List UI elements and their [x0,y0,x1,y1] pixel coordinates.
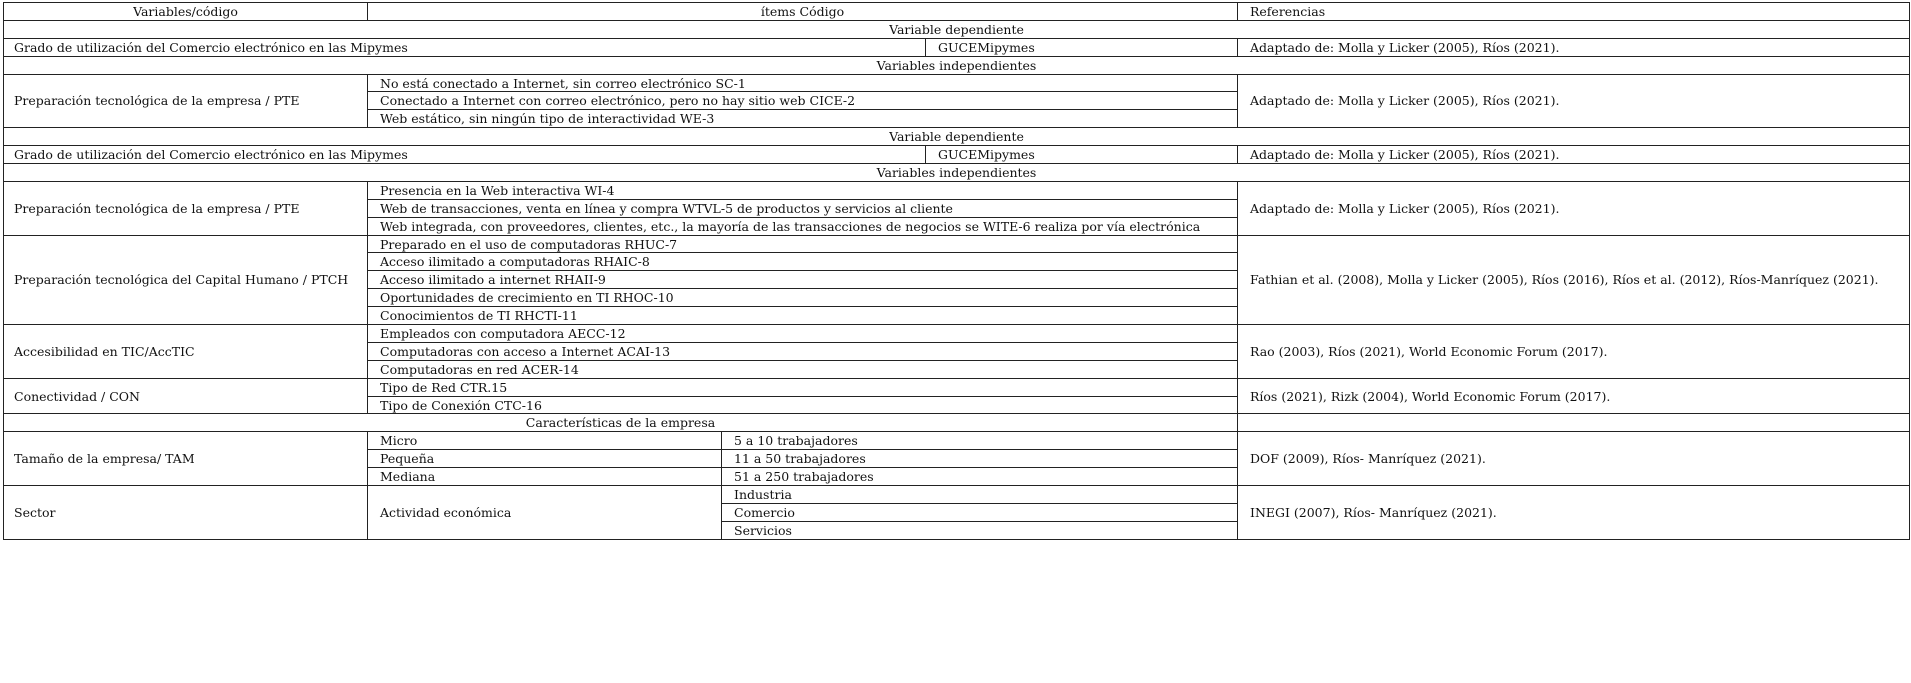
item-cell: Computadoras con acceso a Internet ACAI-13 [368,342,1238,360]
workers-cell: 5 a 10 trabajadores [722,432,1238,450]
reference-cell: INEGI (2007), Ríos- Manríquez (2021). [1238,486,1910,540]
variables-table-container [3,2,1909,540]
item-cell: Web integrada, con proveedores, clientes, etc., la mayoría de las transacciones de negocios se WITE-6 realiza por vía electrónica [368,217,1238,235]
section-title-dependent: Variable dependiente [4,20,1910,38]
table-row [4,181,1910,199]
variable-name: Tamaño de la empresa/ TAM [4,432,368,486]
table-row [4,146,1910,164]
item-cell: Web estático, sin ningún tipo de interactividad WE-3 [368,110,1238,128]
item-cell: Acceso ilimitado a computadoras RHAIC-8 [368,253,1238,271]
workers-cell: 51 a 250 trabajadores [722,468,1238,486]
section-row [4,164,1910,182]
table-row [4,74,1910,92]
item-cell: Conectado a Internet con correo electrónico, pero no hay sitio web CICE-2 [368,92,1238,110]
reference-cell: Adaptado de: Molla y Licker (2005), Ríos (2021). [1238,38,1910,56]
sector-item: Industria [722,486,1238,504]
variable-name: Sector [4,486,368,540]
sector-item: Servicios [722,521,1238,539]
reference-cell: Rao (2003), Ríos (2021), World Economic Forum (2017). [1238,325,1910,379]
size-cell: Pequeña [368,450,722,468]
reference-cell: Adaptado de: Molla y Licker (2005), Ríos (2021). [1238,74,1910,128]
section-title-independent: Variables independientes [4,164,1910,182]
reference-cell: Adaptado de: Molla y Licker (2005), Ríos (2021). [1238,181,1910,235]
section-title-characteristics: Características de la empresa [4,414,1238,432]
variable-name: Grado de utilización del Comercio electrónico en las Mipymes [4,146,926,164]
item-cell: Tipo de Red CTR.15 [368,378,1238,396]
item-cell: Web de transacciones, venta en línea y compra WTVL-5 de productos y servicios al cliente [368,199,1238,217]
reference-cell: Adaptado de: Molla y Licker (2005), Ríos (2021). [1238,146,1910,164]
item-cell: Oportunidades de crecimiento en TI RHOC-10 [368,289,1238,307]
item-cell: No está conectado a Internet, sin correo electrónico SC-1 [368,74,1238,92]
item-cell: Computadoras en red ACER-14 [368,360,1238,378]
section-row [4,414,1910,432]
activity-cell: Actividad económica [368,486,722,540]
variable-name: Accesibilidad en TIC/AccTIC [4,325,368,379]
variable-code: GUCEMipymes [926,38,1238,56]
reference-cell: Fathian et al. (2008), Molla y Licker (2005), Ríos (2016), Ríos et al. (2012), Ríos-Manríquez (2021). [1238,235,1910,324]
header-items: ítems Código [368,3,1238,21]
empty-cell [1238,414,1910,432]
size-cell: Micro [368,432,722,450]
table-row [4,378,1910,396]
table-header-row [4,3,1910,21]
variables-table [3,2,1910,540]
variable-name: Preparación tecnológica de la empresa / PTE [4,74,368,128]
section-title-dependent: Variable dependiente [4,128,1910,146]
item-cell: Presencia en la Web interactiva WI-4 [368,181,1238,199]
section-row [4,20,1910,38]
variable-name: Preparación tecnológica del Capital Humano / PTCH [4,235,368,324]
variable-name: Conectividad / CON [4,378,368,414]
item-cell: Preparado en el uso de computadoras RHUC-7 [368,235,1238,253]
table-row [4,38,1910,56]
variable-code: GUCEMipymes [926,146,1238,164]
size-cell: Mediana [368,468,722,486]
item-cell: Acceso ilimitado a internet RHAII-9 [368,271,1238,289]
section-row [4,56,1910,74]
variable-name: Grado de utilización del Comercio electrónico en las Mipymes [4,38,926,56]
workers-cell: 11 a 50 trabajadores [722,450,1238,468]
reference-cell: Ríos (2021), Rizk (2004), World Economic Forum (2017). [1238,378,1910,414]
reference-cell: DOF (2009), Ríos- Manríquez (2021). [1238,432,1910,486]
section-title-independent: Variables independientes [4,56,1910,74]
item-cell: Empleados con computadora AECC-12 [368,325,1238,343]
item-cell: Tipo de Conexión CTC-16 [368,396,1238,414]
item-cell: Conocimientos de TI RHCTI-11 [368,307,1238,325]
header-references: Referencias [1238,3,1910,21]
section-row [4,128,1910,146]
sector-item: Comercio [722,503,1238,521]
table-row [4,235,1910,253]
header-variables: Variables/código [4,3,368,21]
table-row [4,325,1910,343]
table-row [4,486,1910,504]
variable-name: Preparación tecnológica de la empresa / PTE [4,181,368,235]
table-row [4,432,1910,450]
